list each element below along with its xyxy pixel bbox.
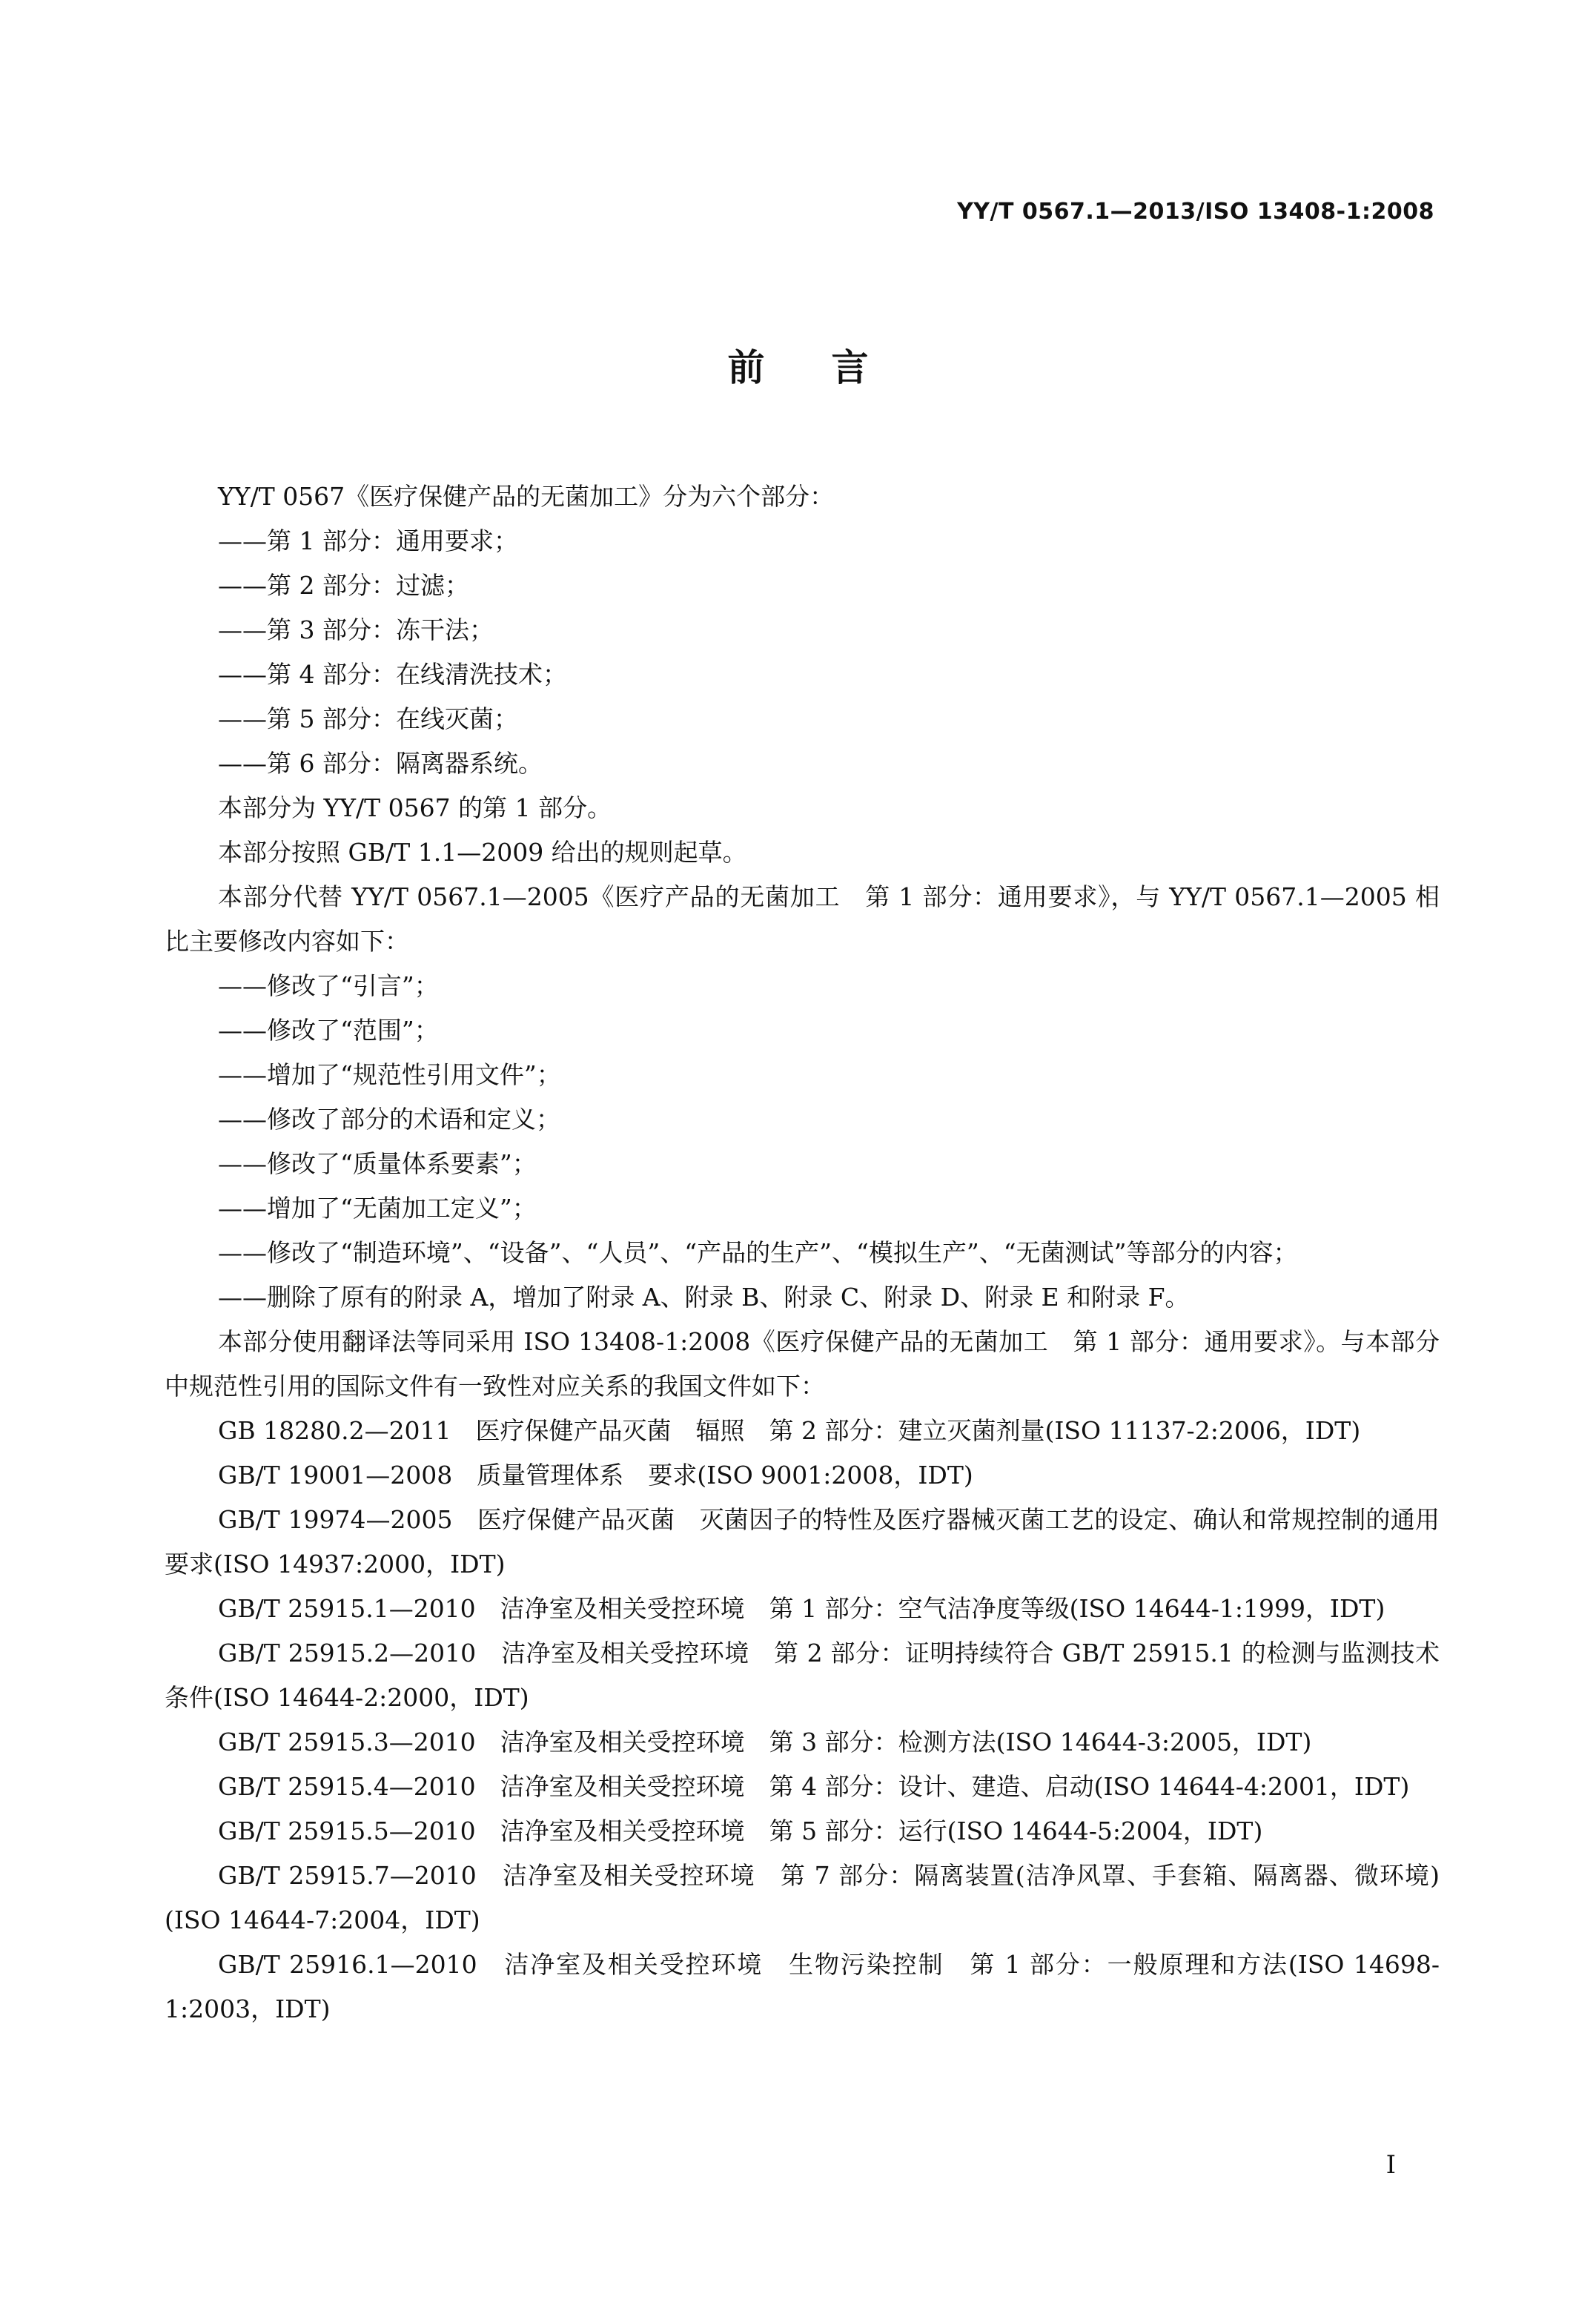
reference-entry: GB/T 25915.5—2010 洁净室及相关受控环境 第 5 部分：运行(ISO 14644-5:2004，IDT) bbox=[218, 1817, 1263, 1845]
reference-entry: GB/T 25915.7—2010 洁净室及相关受控环境 第 7 部分：隔离装置(洁净风罩、手套箱、隔离器、微环境)(ISO 14644-7:2004，IDT) bbox=[165, 1861, 1440, 1934]
reference-entry: GB/T 25915.4—2010 洁净室及相关受控环境 第 4 部分：设计、建造、启动(ISO 14644-4:2001，IDT) bbox=[218, 1772, 1410, 1801]
reference-entry: GB/T 19974—2005 医疗保健产品灭菌 灭菌因子的特性及医疗器械灭菌工艺的设定、确认和常规控制的通用要求(ISO 14937:2000，IDT) bbox=[165, 1505, 1440, 1579]
change-list-item: ——修改了“范围”； bbox=[218, 1016, 439, 1045]
change-list-item: ——修改了“制造环境”、“设备”、“人员”、“产品的生产”、“模拟生产”、“无菌测试”等部分的内容； bbox=[218, 1238, 1298, 1267]
paragraph: 本部分代替 YY/T 0567.1—2005《医疗产品的无菌加工 第 1 部分：通用要求》，与 YY/T 0567.1—2005 相比主要修改内容如下： bbox=[165, 882, 1440, 956]
paragraph: 本部分按照 GB/T 1.1—2009 给出的规则起草。 bbox=[218, 838, 747, 867]
paragraph: 本部分为 YY/T 0567 的第 1 部分。 bbox=[218, 793, 612, 822]
reference-entry: GB/T 19001—2008 质量管理体系 要求(ISO 9001:2008，IDT) bbox=[218, 1461, 973, 1490]
paragraph: YY/T 0567《医疗保健产品的无菌加工》分为六个部分： bbox=[218, 482, 835, 511]
part-list-item: ——第 3 部分：冻干法； bbox=[218, 615, 494, 644]
page-number: I bbox=[1385, 2150, 1396, 2180]
reference-entry: GB/T 25916.1—2010 洁净室及相关受控环境 生物污染控制 第 1 部分：一般原理和方法(ISO 14698-1:2003，IDT) bbox=[165, 1950, 1440, 2023]
paragraph: 本部分使用翻译法等同采用 ISO 13408-1:2008《医疗保健产品的无菌加工 第 1 部分：通用要求》。与本部分中规范性引用的国际文件有一致性对应关系的我国文件如下： bbox=[165, 1327, 1440, 1401]
reference-entry: GB/T 25915.3—2010 洁净室及相关受控环境 第 3 部分：检测方法(ISO 14644-3:2005，IDT) bbox=[218, 1728, 1312, 1756]
change-list-item: ——修改了“质量体系要素”； bbox=[218, 1149, 537, 1178]
change-list-item: ——删除了原有的附录 A，增加了附录 A、附录 B、附录 C、附录 D、附录 E 和附录 F。 bbox=[218, 1283, 1190, 1312]
part-list-item: ——第 5 部分：在线灭菌； bbox=[218, 704, 518, 733]
page-title: 前言 bbox=[727, 346, 936, 389]
part-list-item: ——第 2 部分：过滤； bbox=[218, 571, 469, 600]
reference-entry: GB 18280.2—2011 医疗保健产品灭菌 辐照 第 2 部分：建立灭菌剂量(ISO 11137-2:2006，IDT) bbox=[218, 1416, 1361, 1445]
part-list-item: ——第 4 部分：在线清洗技术； bbox=[218, 660, 567, 689]
foreword-body bbox=[165, 475, 1440, 2032]
change-list-item: ——增加了“无菌加工定义”； bbox=[218, 1194, 537, 1223]
part-list-item: ——第 6 部分：隔离器系统。 bbox=[218, 749, 543, 778]
standard-code-header: YY/T 0567.1—2013/ISO 13408-1:2008 bbox=[957, 199, 1434, 225]
part-list-item: ——第 1 部分：通用要求； bbox=[218, 526, 518, 555]
change-list-item: ——修改了“引言”； bbox=[218, 971, 439, 1000]
reference-entry: GB/T 25915.1—2010 洁净室及相关受控环境 第 1 部分：空气洁净度等级(ISO 14644-1:1999，IDT) bbox=[218, 1594, 1385, 1623]
change-list-item: ——增加了“规范性引用文件”； bbox=[218, 1060, 561, 1089]
reference-entry: GB/T 25915.2—2010 洁净室及相关受控环境 第 2 部分：证明持续符合 GB/T 25915.1 的检测与监测技术条件(ISO 14644-2:2000，IDT) bbox=[165, 1639, 1440, 1712]
change-list-item: ——修改了部分的术语和定义； bbox=[218, 1105, 560, 1134]
